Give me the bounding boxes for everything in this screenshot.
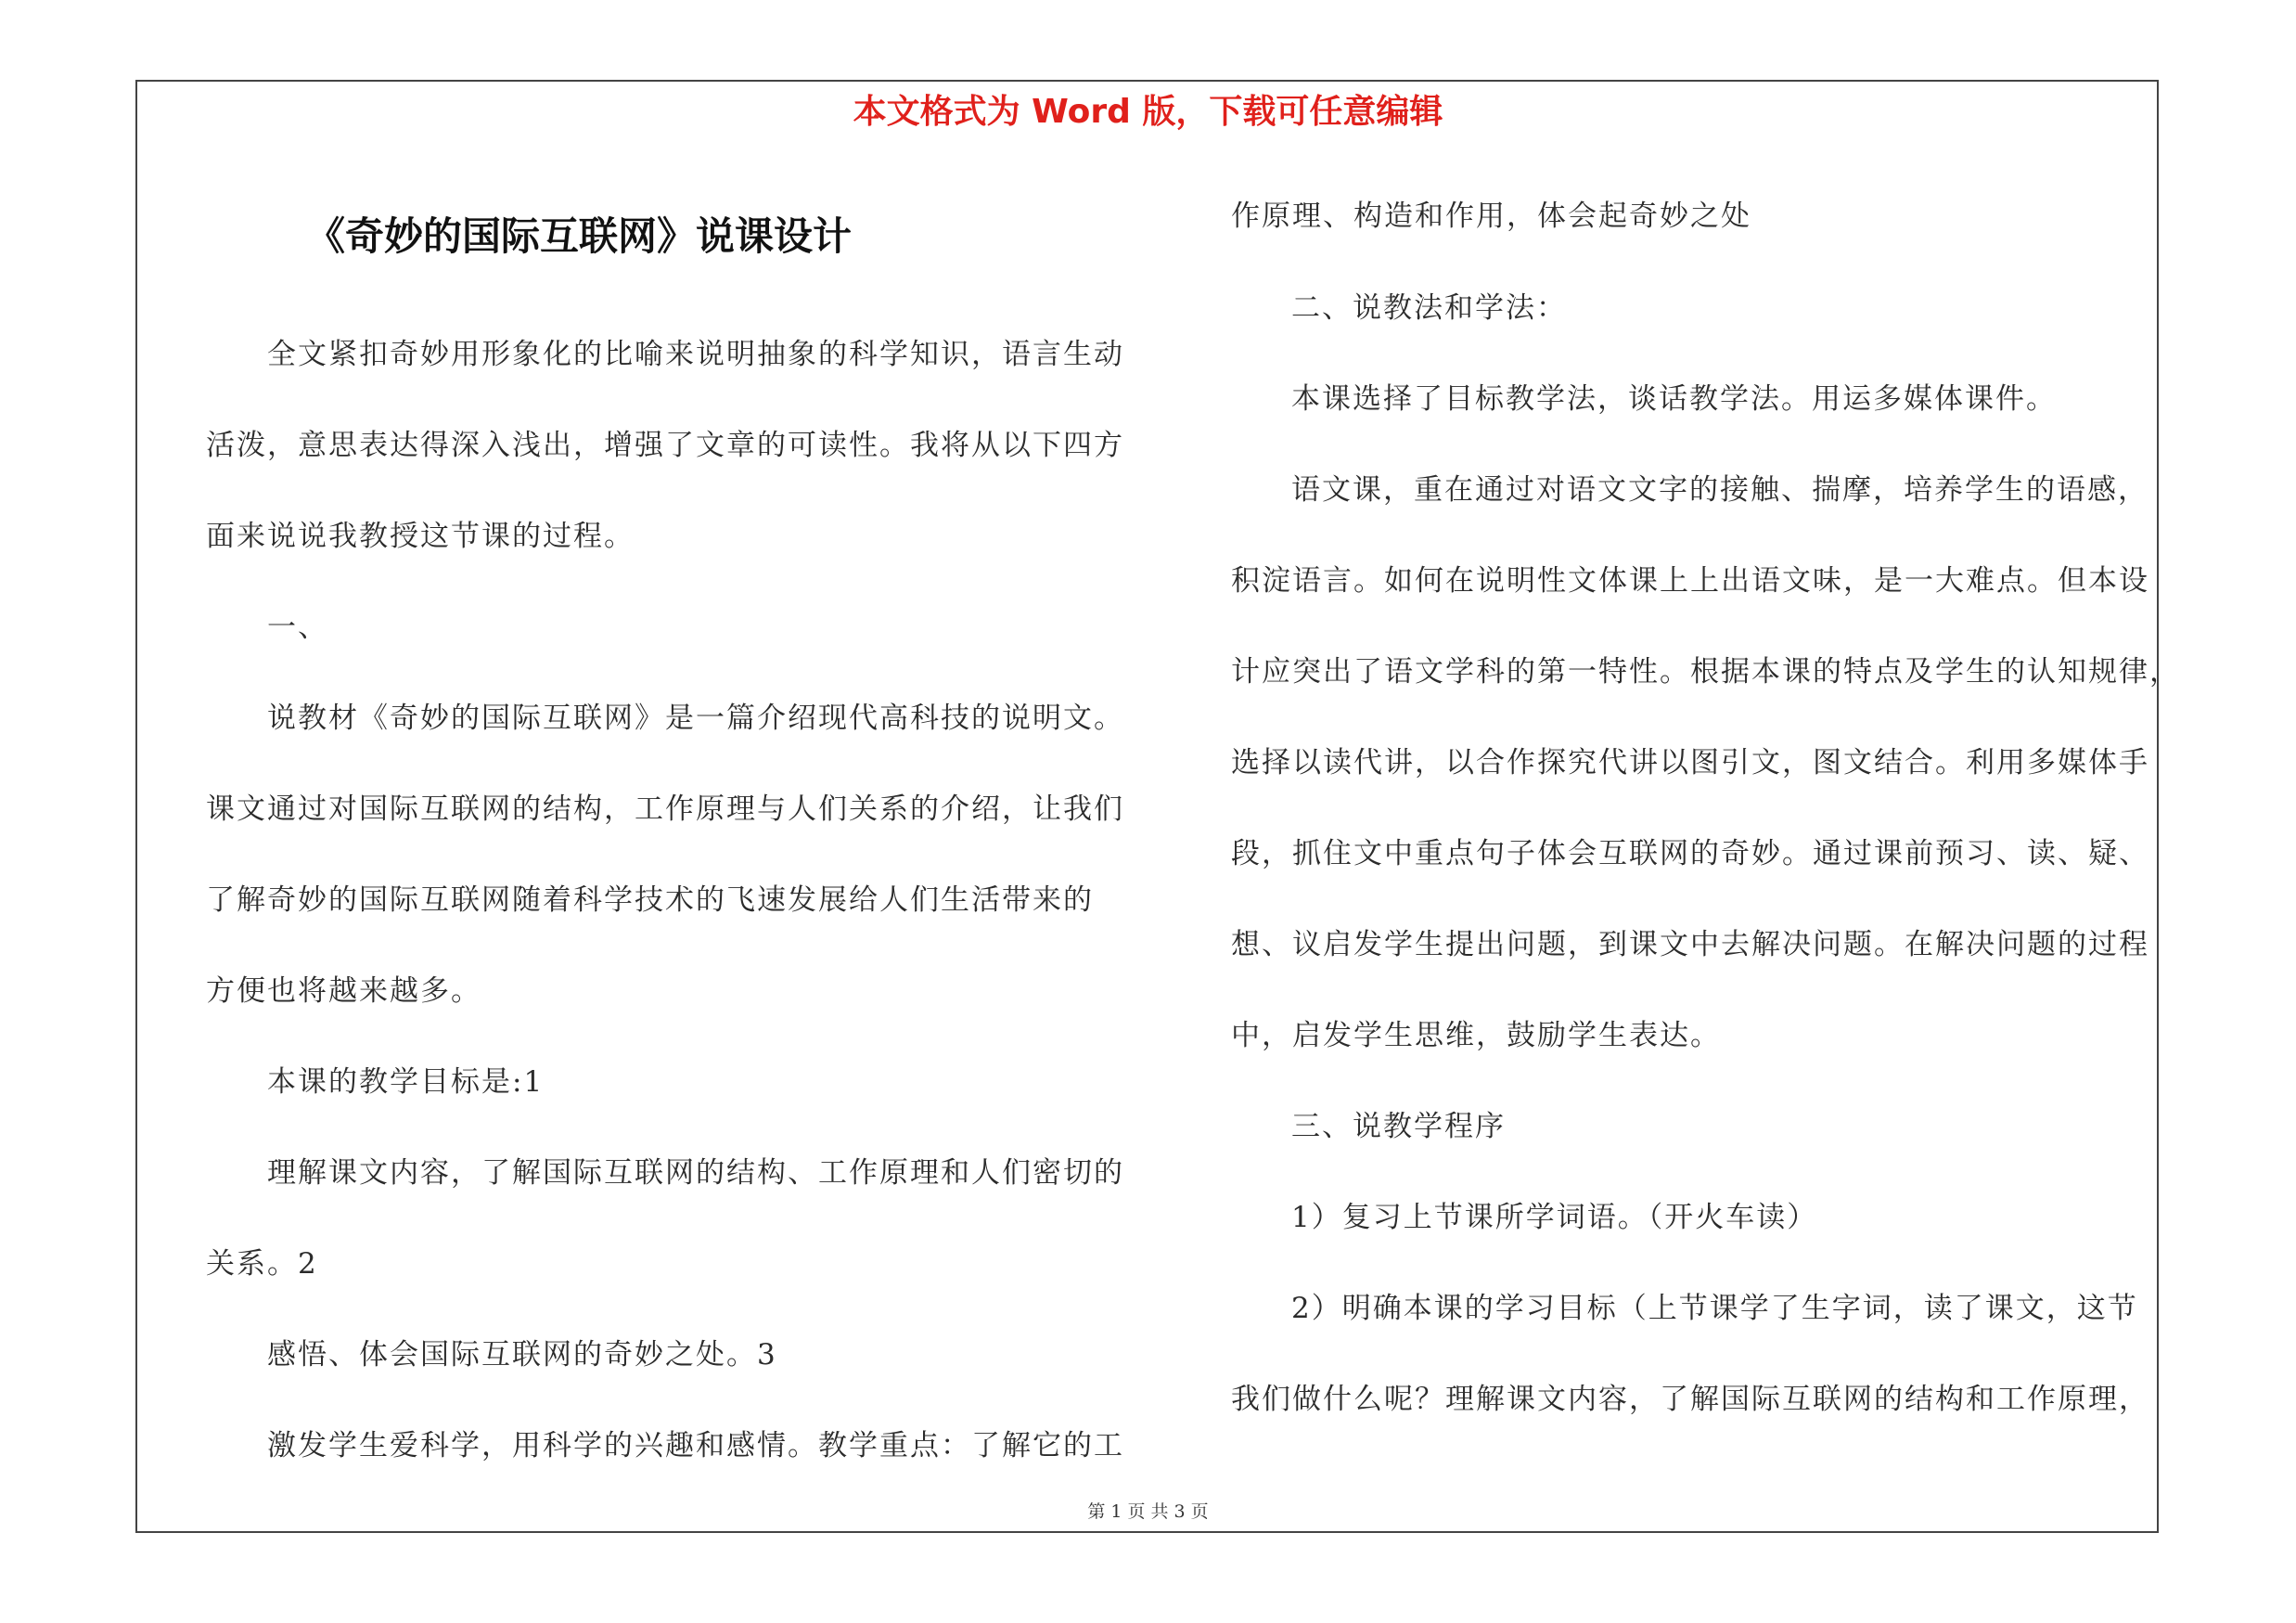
paragraph-line: 本课选择了目标教学法，谈话教学法。用运多媒体课件。 (1291, 382, 2057, 416)
paragraph-line: 全文紧扣奇妙用形象化的比喻来说明抽象的科学知识，语言生动 (267, 338, 1124, 371)
section-heading: 二、说教法和学法： (1291, 291, 1567, 325)
paragraph-line: 中，启发学生思维，鼓励学生表达。 (1231, 1019, 1721, 1052)
paragraph-line: 关系。2 (206, 1247, 318, 1281)
section-heading: 一、 (267, 611, 328, 644)
paragraph-line: 想、议启发学生提出问题，到课文中去解决问题。在解决问题的过程 (1231, 928, 2149, 961)
paragraph-line: 理解课文内容，了解国际互联网的结构、工作原理和人们密切的 (267, 1156, 1124, 1190)
page-number-footer: 第 1 页 共 3 页 (1087, 1501, 1209, 1522)
paragraph-line: 感悟、体会国际互联网的奇妙之处。3 (267, 1338, 777, 1372)
document-title: 《奇妙的国际互联网》说课设计 (306, 213, 853, 259)
format-banner: 本文格式为 Word 版，下载可任意编辑 (853, 93, 1443, 131)
paragraph-line: 积淀语言。如何在说明性文体课上上出语文味，是一大难点。但本设 (1231, 564, 2149, 598)
paragraph-line: 计应突出了语文学科的第一特性。根据本课的特点及学生的认知规律， (1231, 655, 2180, 689)
paragraph-line: 了解奇妙的国际互联网随着科学技术的飞速发展给人们生活带来的 (206, 883, 1094, 917)
paragraph-line: 选择以读代讲，以合作探究代讲以图引文，图文结合。利用多媒体手 (1231, 746, 2149, 779)
paragraph-line: 2）明确本课的学习目标（上节课学了生字词，读了课文，这节 (1291, 1292, 2138, 1325)
paragraph-line: 我们做什么呢？理解课文内容，了解国际互联网的结构和工作原理， (1231, 1383, 2149, 1416)
paragraph-line: 本课的教学目标是:1 (267, 1065, 545, 1099)
paragraph-line: 作原理、构造和作用，体会起奇妙之处 (1231, 200, 1751, 233)
paragraph-line: 段，抓住文中重点句子体会互联网的奇妙。通过课前预习、读、疑、 (1231, 837, 2149, 870)
paragraph-line: 语文课，重在通过对语文文字的接触、揣摩，培养学生的语感， (1291, 473, 2148, 507)
paragraph-line: 说教材《奇妙的国际互联网》是一篇介绍现代高科技的说明文。 (267, 702, 1124, 735)
paragraph-line: 活泼，意思表达得深入浅出，增强了文章的可读性。我将从以下四方 (206, 429, 1124, 462)
paragraph-line: 激发学生爱科学，用科学的兴趣和感情。教学重点：了解它的工 (267, 1429, 1124, 1462)
paragraph-line: 课文通过对国际互联网的结构，工作原理与人们关系的介绍，让我们 (206, 792, 1124, 826)
paragraph-line: 1）复习上节课所学词语。（开火车读） (1291, 1201, 1818, 1234)
paragraph-line: 面来说说我教授这节课的过程。 (206, 520, 635, 553)
paragraph-line: 方便也将越来越多。 (206, 974, 481, 1008)
section-heading: 三、说教学程序 (1291, 1110, 1506, 1143)
